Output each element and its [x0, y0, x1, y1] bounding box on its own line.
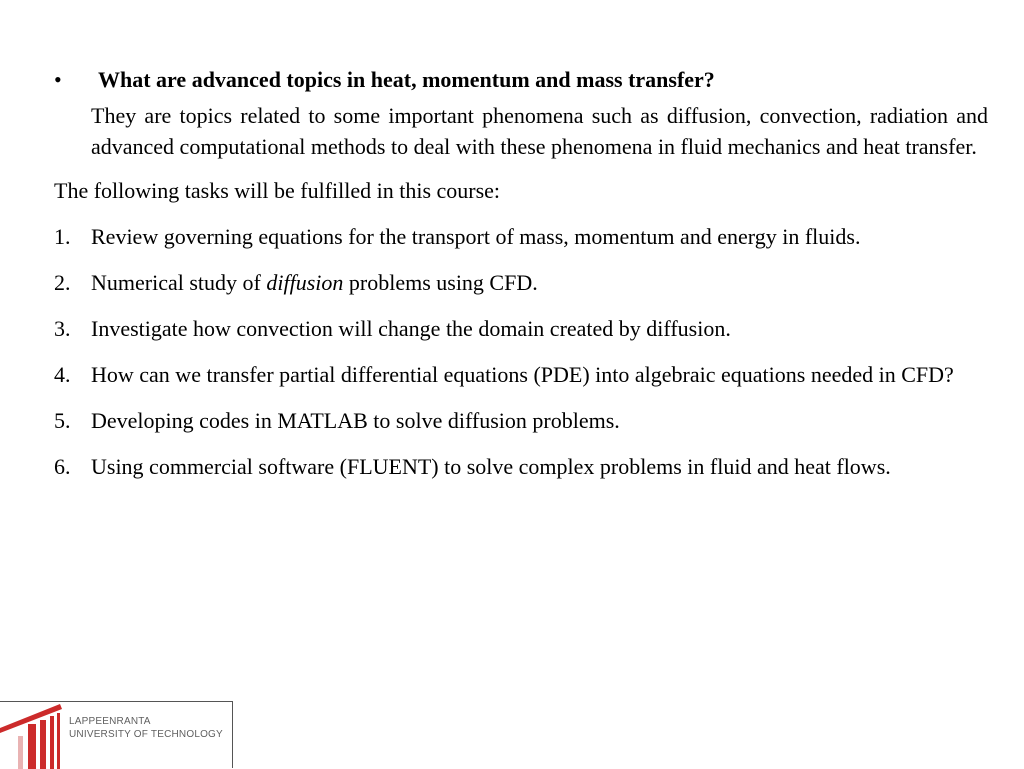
bullet-marker: •	[54, 67, 62, 92]
task-number: 2.	[54, 270, 71, 295]
task-text: Review governing equations for the transport of mass, momentum and energy in fluids.	[91, 224, 861, 249]
university-mark-icon	[0, 702, 66, 769]
question-row	[54, 64, 988, 95]
task-item	[54, 451, 988, 482]
task-text	[91, 270, 538, 295]
task-number: 5.	[54, 408, 71, 433]
tasks-intro: The following tasks will be fulfilled in this course:	[54, 178, 501, 203]
task-number: 6.	[54, 454, 71, 479]
task-number: 1.	[54, 224, 71, 249]
task-text: How can we transfer partial differential equations (PDE) into algebraic equations needed in CFD?	[91, 362, 954, 387]
task-text-part: Numerical study of	[91, 270, 267, 295]
task-number: 3.	[54, 316, 71, 341]
task-item	[54, 221, 988, 252]
answer-paragraph: They are topics related to some important phenomena such as diffusion, convection, radiation and advanced computational methods to deal with these phenomena in fluid mechanics and heat transfer.	[91, 103, 988, 159]
task-text-part: problems using CFD.	[343, 270, 538, 295]
logo-text-line1: LAPPEENRANTA	[69, 716, 151, 727]
logo-text-line2: UNIVERSITY OF TECHNOLOGY	[69, 729, 223, 740]
task-item	[54, 405, 988, 436]
task-item	[54, 267, 988, 298]
task-list	[54, 221, 988, 482]
task-number: 4.	[54, 362, 71, 387]
task-text: Developing codes in MATLAB to solve diffusion problems.	[91, 408, 620, 433]
question-heading: What are advanced topics in heat, momentum and mass transfer?	[98, 67, 715, 92]
task-text: Using commercial software (FLUENT) to solve complex problems in fluid and heat flows.	[91, 454, 891, 479]
task-item	[54, 313, 988, 344]
slide-content	[54, 64, 988, 497]
task-text: Investigate how convection will change the domain created by diffusion.	[91, 316, 731, 341]
university-logo	[0, 701, 233, 768]
task-item	[54, 359, 988, 390]
task-text-italic: diffusion	[266, 270, 344, 295]
